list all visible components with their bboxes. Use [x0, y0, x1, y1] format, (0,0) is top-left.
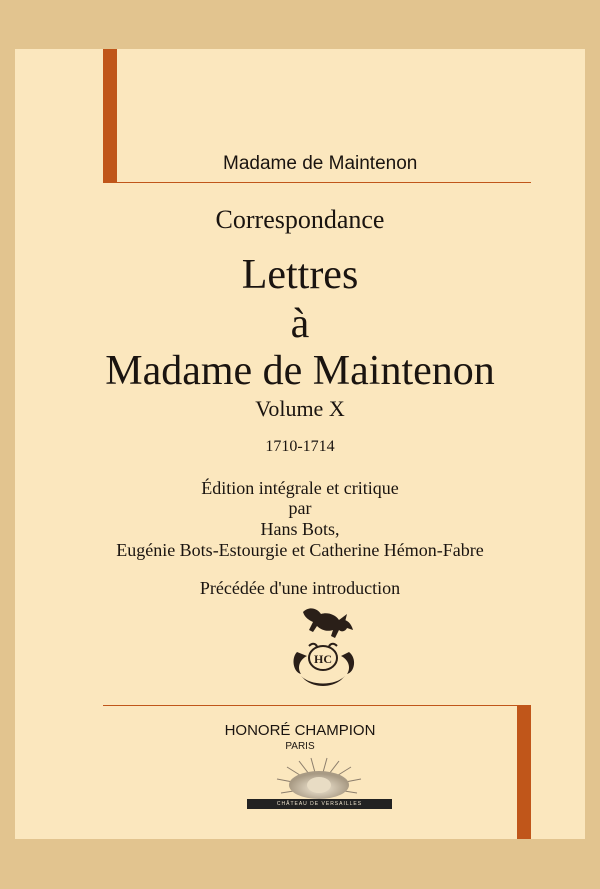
- publisher-city: PARIS: [285, 741, 315, 752]
- main-title-line-1: Lettres: [241, 252, 359, 298]
- volume-label: Volume X: [255, 396, 345, 421]
- bottom-rule: [103, 705, 517, 706]
- author-name: Madame de Maintenon: [223, 153, 418, 174]
- series-title: Correspondance: [215, 205, 385, 234]
- top-accent-bar: [103, 49, 117, 183]
- main-title-line-3: Madame de Maintenon: [105, 348, 495, 394]
- introduction-note: Précédée d'une introduction: [199, 578, 401, 598]
- emblem-monogram: HC: [314, 652, 332, 666]
- edition-line-2: par: [288, 498, 312, 518]
- main-title-line-2: à: [290, 301, 310, 347]
- edition-line-4: Eugénie Bots-Estourgie et Catherine Hémon-Fabre: [116, 540, 484, 560]
- publisher-emblem-icon: [287, 602, 363, 692]
- book-cover: [15, 49, 585, 839]
- edition-line-1: Édition intégrale et critique: [201, 478, 399, 498]
- edition-line-3: Hans Bots,: [260, 519, 340, 539]
- years-label: 1710-1714: [265, 438, 335, 455]
- collection-label: CHÂTEAU DE VERSAILLES: [276, 801, 363, 807]
- top-rule: [117, 182, 531, 183]
- publisher-name: HONORÉ CHAMPION: [224, 722, 376, 739]
